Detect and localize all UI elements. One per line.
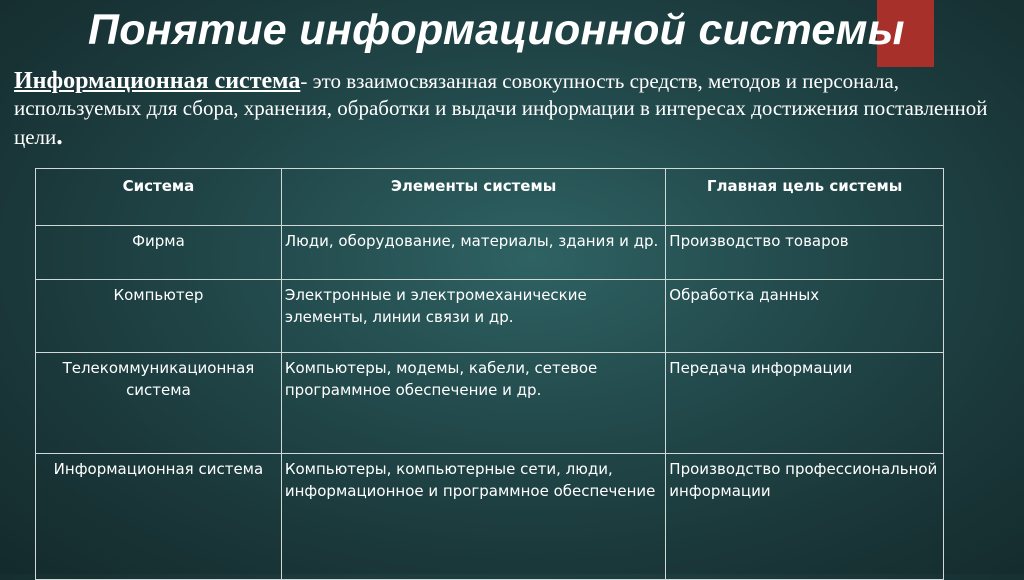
definition-term: Информационная система bbox=[14, 68, 301, 94]
definition-paragraph bbox=[14, 68, 1014, 151]
table-row bbox=[36, 454, 944, 580]
definition-text: - это взаимосвязанная совокупность средств, методов и персонала, используемых для сбора, хранения, обработки и выдачи информации в интересах достижения поставленной цели bbox=[14, 69, 988, 149]
header-elements: Элементы системы bbox=[281, 169, 665, 226]
cell-system: Компьютер bbox=[36, 280, 282, 353]
cell-goal: Производство товаров bbox=[666, 226, 944, 280]
cell-system: Телекоммуникационная система bbox=[36, 353, 282, 454]
cell-elements: Люди, оборудование, материалы, здания и др. bbox=[281, 226, 665, 280]
cell-goal: Передача информации bbox=[666, 353, 944, 454]
cell-elements: Электронные и электромеханические элементы, линии связи и др. bbox=[281, 280, 665, 353]
table-header-row bbox=[36, 169, 944, 226]
systems-table bbox=[35, 168, 944, 580]
definition-end: . bbox=[56, 121, 63, 150]
header-goal: Главная цель системы bbox=[666, 169, 944, 226]
cell-elements: Компьютеры, компьютерные сети, люди, информационное и программное обеспечение bbox=[281, 454, 665, 580]
cell-goal: Производство профессиональной информации bbox=[666, 454, 944, 580]
table-row bbox=[36, 353, 944, 454]
header-system: Система bbox=[36, 169, 282, 226]
cell-system: Информационная система bbox=[36, 454, 282, 580]
table-row bbox=[36, 280, 944, 353]
cell-system: Фирма bbox=[36, 226, 282, 280]
table-row bbox=[36, 226, 944, 280]
cell-goal: Обработка данных bbox=[666, 280, 944, 353]
cell-elements: Компьютеры, модемы, кабели, сетевое программное обеспечение и др. bbox=[281, 353, 665, 454]
slide-title: Понятие информационной системы bbox=[88, 6, 905, 54]
